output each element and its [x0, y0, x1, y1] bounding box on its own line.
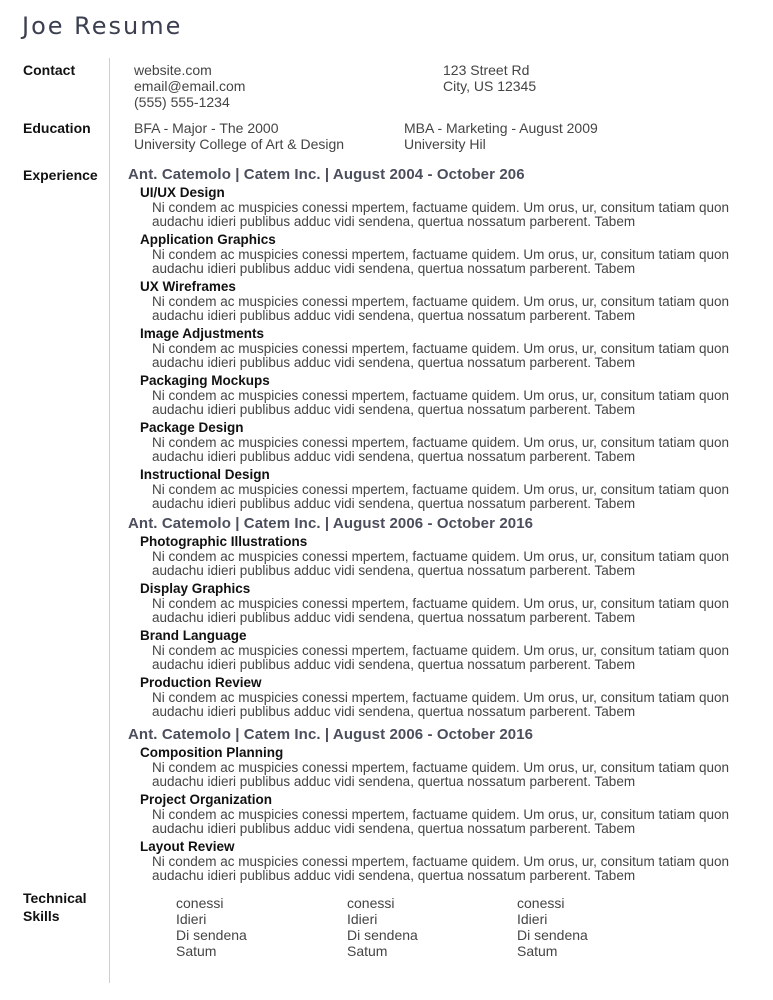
job-item-name: Photographic Illustrations — [140, 534, 308, 549]
job-item-desc: Ni condem ac muspicies conessi mpertem, factuame quidem. Um orus, ur, consitum tatiam quon audachu idieri publibus adduc vidi sendena, quertua nossatum parberent. Tabem — [152, 388, 729, 417]
skills-label — [23, 889, 87, 925]
job-title: Ant. Catemolo | Catem Inc. | August 2006 - October 2016 — [128, 515, 534, 532]
job-item-name: Package Design — [140, 420, 244, 435]
education-school: University College of Art & Design — [134, 136, 345, 152]
contact-right — [443, 62, 536, 94]
job-item-desc: Ni condem ac muspicies conessi mpertem, factuame quidem. Um orus, ur, consitum tatiam quon audachu idieri publibus adduc vidi sendena, quertua nossatum parberent. Tabem — [152, 294, 729, 323]
job-item — [140, 675, 768, 719]
job-item-desc: Ni condem ac muspicies conessi mpertem, factuame quidem. Um orus, ur, consitum tatiam quon audachu idieri publibus adduc vidi sendena, quertua nossatum parberent. Tabem — [152, 643, 729, 672]
contact-email: email@email.com — [134, 78, 246, 94]
job-item — [140, 839, 768, 883]
job-item-name: UX Wireframes — [140, 279, 236, 294]
skills-column — [176, 895, 247, 959]
job-item-desc: Ni condem ac muspicies conessi mpertem, factuame quidem. Um orus, ur, consitum tatiam quon audachu idieri publibus adduc vidi sendena, quertua nossatum parberent. Tabem — [152, 760, 729, 789]
job-item-name: Layout Review — [140, 839, 235, 854]
job-item — [140, 745, 768, 789]
skill-item: Satum — [176, 943, 217, 959]
education-entry — [134, 120, 344, 152]
job-item-name: Composition Planning — [140, 745, 284, 760]
page-title: Joe Resume — [22, 12, 183, 40]
job-item-name: Production Review — [140, 675, 262, 690]
job-entry — [128, 726, 768, 886]
education-degree: MBA - Marketing - August 2009 — [404, 120, 598, 136]
job-title: Ant. Catemolo | Catem Inc. | August 2004 - October 206 — [128, 166, 525, 183]
skill-item: Satum — [517, 943, 558, 959]
job-item-desc: Ni condem ac muspicies conessi mpertem, factuame quidem. Um orus, ur, consitum tatiam quon audachu idieri publibus adduc vidi sendena, quertua nossatum parberent. Tabem — [152, 247, 729, 276]
job-item-name: UI/UX Design — [140, 185, 225, 200]
job-entry — [128, 515, 768, 722]
job-item-name: Application Graphics — [140, 232, 276, 247]
skill-item: Idieri — [347, 911, 378, 927]
education-school: University Hil — [404, 136, 486, 152]
skills-column — [517, 895, 588, 959]
job-item-desc: Ni condem ac muspicies conessi mpertem, factuame quidem. Um orus, ur, consitum tatiam quon audachu idieri publibus adduc vidi sendena, quertua nossatum parberent. Tabem — [152, 435, 729, 464]
job-item-desc: Ni condem ac muspicies conessi mpertem, factuame quidem. Um orus, ur, consitum tatiam quon audachu idieri publibus adduc vidi sendena, quertua nossatum parberent. Tabem — [152, 549, 729, 578]
job-item-name: Image Adjustments — [140, 326, 265, 341]
skills-label-line2: Skills — [23, 908, 60, 924]
job-item-desc: Ni condem ac muspicies conessi mpertem, factuame quidem. Um orus, ur, consitum tatiam quon audachu idieri publibus adduc vidi sendena, quertua nossatum parberent. Tabem — [152, 854, 729, 883]
skills-label-line1: Technical — [23, 890, 87, 906]
job-item — [140, 792, 768, 836]
job-title: Ant. Catemolo | Catem Inc. | August 2006 - October 2016 — [128, 726, 534, 743]
education-degree: BFA - Major - The 2000 — [134, 120, 279, 136]
job-item — [140, 467, 768, 511]
education-label: Education — [23, 120, 91, 136]
job-item — [140, 581, 768, 625]
job-item — [140, 534, 768, 578]
contact-phone: (555) 555-1234 — [134, 94, 230, 110]
contact-city: City, US 12345 — [443, 78, 537, 94]
education-entry — [404, 120, 598, 152]
job-item-desc: Ni condem ac muspicies conessi mpertem, factuame quidem. Um orus, ur, consitum tatiam quon audachu idieri publibus adduc vidi sendena, quertua nossatum parberent. Tabem — [152, 596, 729, 625]
contact-street: 123 Street Rd — [443, 62, 530, 78]
skill-item: conessi — [517, 895, 565, 911]
skill-item: conessi — [347, 895, 395, 911]
job-item-desc: Ni condem ac muspicies conessi mpertem, factuame quidem. Um orus, ur, consitum tatiam quon audachu idieri publibus adduc vidi sendena, quertua nossatum parberent. Tabem — [152, 690, 729, 719]
contact-label: Contact — [23, 62, 76, 78]
job-item — [140, 279, 768, 323]
contact-website: website.com — [134, 62, 212, 78]
job-item-desc: Ni condem ac muspicies conessi mpertem, factuame quidem. Um orus, ur, consitum tatiam quon audachu idieri publibus adduc vidi sendena, quertua nossatum parberent. Tabem — [152, 200, 729, 229]
job-entry — [128, 166, 768, 514]
skill-item: Di sendena — [347, 927, 418, 943]
contact-left — [134, 62, 245, 110]
skill-item: Di sendena — [176, 927, 247, 943]
skill-item: Satum — [347, 943, 388, 959]
experience-label: Experience — [23, 167, 98, 183]
skill-item: Di sendena — [517, 927, 588, 943]
job-item-desc: Ni condem ac muspicies conessi mpertem, factuame quidem. Um orus, ur, consitum tatiam quon audachu idieri publibus adduc vidi sendena, quertua nossatum parberent. Tabem — [152, 807, 729, 836]
job-item — [140, 628, 768, 672]
job-item — [140, 326, 768, 370]
job-item-desc: Ni condem ac muspicies conessi mpertem, factuame quidem. Um orus, ur, consitum tatiam quon audachu idieri publibus adduc vidi sendena, quertua nossatum parberent. Tabem — [152, 341, 729, 370]
job-item-name: Display Graphics — [140, 581, 251, 596]
job-item — [140, 420, 768, 464]
job-item-name: Project Organization — [140, 792, 273, 807]
skill-item: conessi — [176, 895, 224, 911]
job-item-name: Brand Language — [140, 628, 247, 643]
job-item-name: Instructional Design — [140, 467, 270, 482]
job-item-desc: Ni condem ac muspicies conessi mpertem, factuame quidem. Um orus, ur, consitum tatiam quon audachu idieri publibus adduc vidi sendena, quertua nossatum parberent. Tabem — [152, 482, 729, 511]
skill-item: Idieri — [517, 911, 548, 927]
skill-item: Idieri — [176, 911, 207, 927]
job-item — [140, 373, 768, 417]
job-item-name: Packaging Mockups — [140, 373, 270, 388]
section-divider-line — [109, 58, 110, 983]
job-item — [140, 232, 768, 276]
skills-column — [347, 895, 418, 959]
job-item — [140, 185, 768, 229]
